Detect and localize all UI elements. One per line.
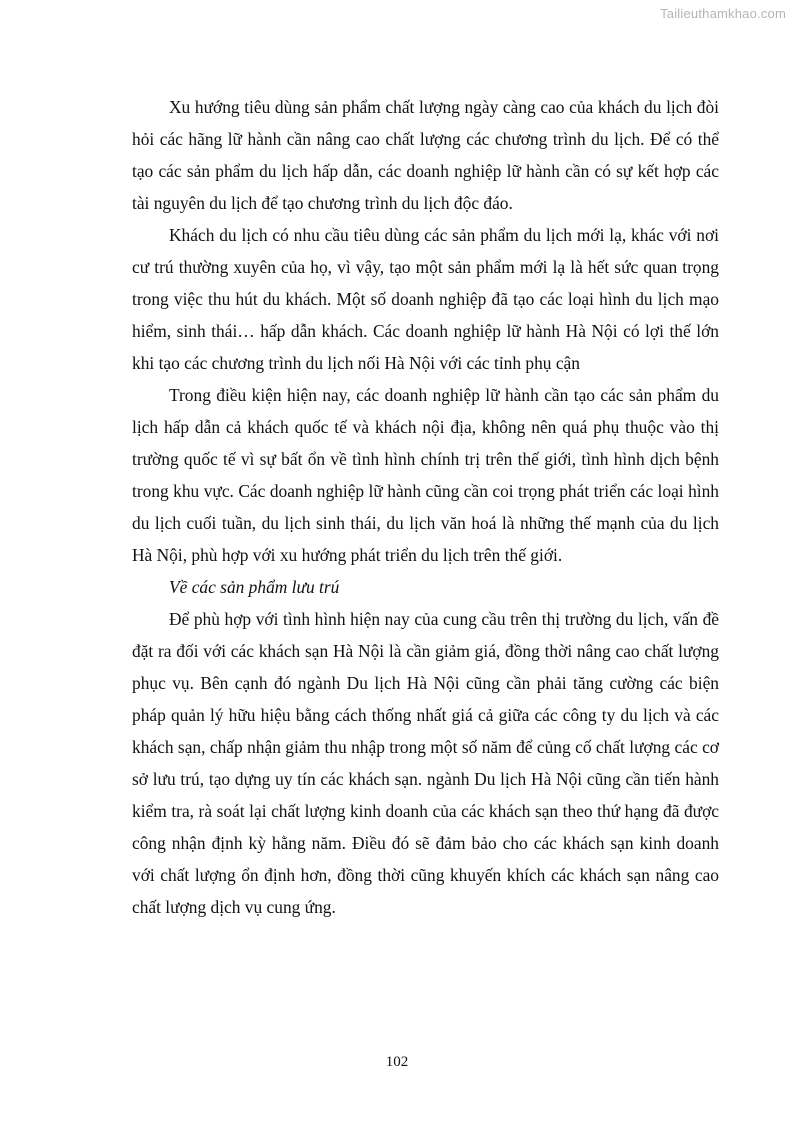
paragraph-current-conditions: Trong điều kiện hiện nay, các doanh nghiệp lữ hành cần tạo các sản phẩm du lịch hấp dẫn cả khách quốc tế và khách nội địa, không nên quá phụ thuộc vào thị trường quốc tế vì sự bất ổn về tình hình chính trị trên thế giới, tình hình dịch bệnh trong khu vực. Các doanh nghiệp lữ hành cũng cần coi trọng phát triển các loại hình du lịch cuối tuần, du lịch sinh thái, du lịch văn hoá là những thế mạnh của du lịch Hà Nội, phù hợp với xu hướng phát triển du lịch trên thế giới. bbox=[132, 385, 719, 565]
paragraph-novel-products: Khách du lịch có nhu cầu tiêu dùng các sản phẩm du lịch mới lạ, khác với nơi cư trú thường xuyên của họ, vì vậy, tạo một sản phẩm mới lạ là hết sức quan trọng trong việc thu hút du khách. Một số doanh nghiệp đã tạo các loại hình du lịch mạo hiểm, sinh thái… hấp dẫn khách. Các doanh nghiệp lữ hành Hà Nội có lợi thế lớn khi tạo các chương trình du lịch nối Hà Nội với các tỉnh phụ cận bbox=[132, 225, 719, 373]
paragraph-accommodation: Để phù hợp với tình hình hiện nay của cung cầu trên thị trường du lịch, vấn đề đặt ra đối với các khách sạn Hà Nội là cần giảm giá, đồng thời nâng cao chất lượng phục vụ. Bên cạnh đó ngành Du lịch Hà Nội cũng cần phải tăng cường các biện pháp quản lý hữu hiệu bằng cách thống nhất giá cả giữa các công ty du lịch và các khách sạn, chấp nhận giảm thu nhập trong một số năm để củng cố chất lượng các cơ sở lưu trú, tạo dựng uy tín các khách sạn. ngành Du lịch Hà Nội cũng cần tiến hành kiểm tra, rà soát lại chất lượng kinh doanh của các khách sạn theo thứ hạng đã được công nhận định kỳ hằng năm. Điều đó sẽ đảm bảo cho các khách sạn kinh doanh với chất lượng ổn định hơn, đồng thời cũng khuyến khích các khách sạn nâng cao chất lượng dịch vụ cung ứng. bbox=[132, 609, 719, 917]
paragraph-consumer-trends: Xu hướng tiêu dùng sản phẩm chất lượng ngày càng cao của khách du lịch đòi hỏi các hãng lữ hành cần nâng cao chất lượng các chương trình du lịch. Để có thể tạo các sản phẩm du lịch hấp dẫn, các doanh nghiệp lữ hành cần có sự kết hợp các tài nguyên du lịch để tạo chương trình du lịch độc đáo. bbox=[132, 97, 719, 213]
watermark: Tailieuthamkhao.com bbox=[660, 6, 786, 21]
page-number: 102 bbox=[385, 1054, 409, 1070]
document-body bbox=[132, 91, 719, 923]
section-heading-accommodation: Về các sản phẩm lưu trú bbox=[169, 577, 340, 597]
